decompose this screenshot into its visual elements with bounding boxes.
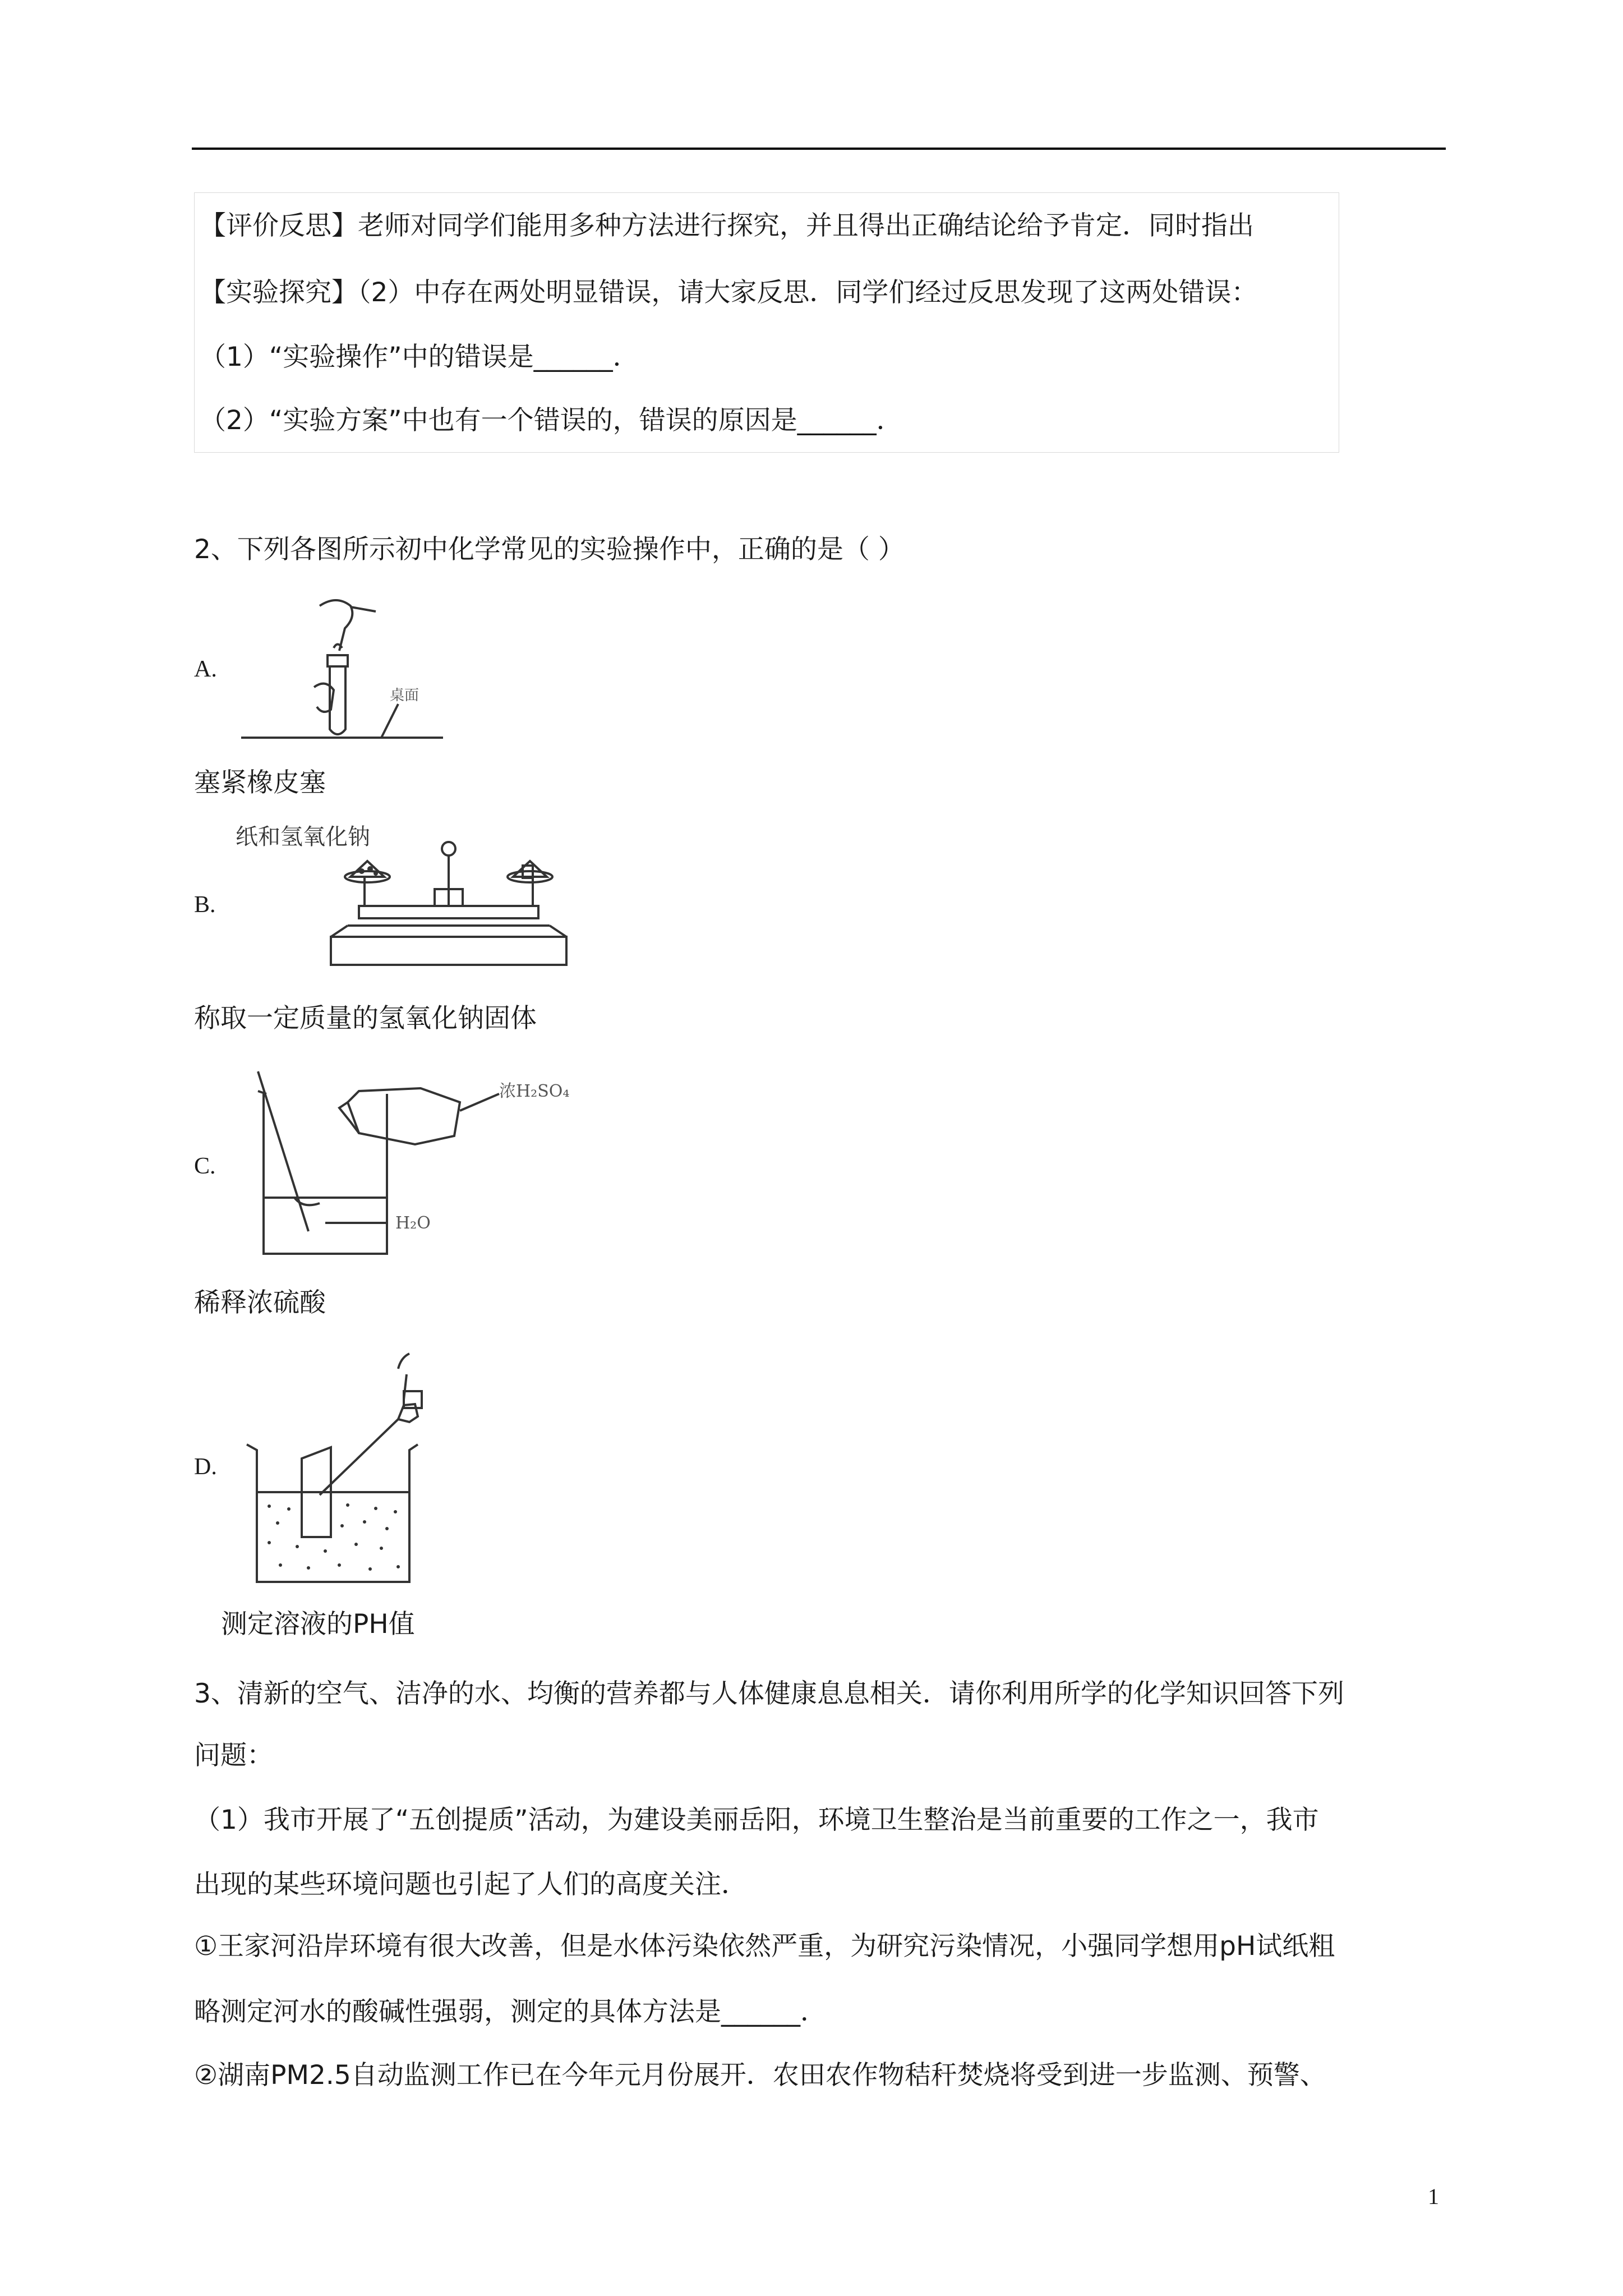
option-a-figure	[236, 595, 449, 746]
q3-line-2: 问题：	[194, 1740, 273, 1771]
page-number: 1	[1428, 2184, 1439, 2209]
q3-line-7: ②湖南PM2.5自动监测工作已在今年元月份展开．农田农作物秸秆焚烧将受到进一步监测、预警、	[194, 2060, 1326, 2091]
option-a-caption: 塞紧橡皮塞	[194, 767, 326, 798]
review-line-2: 【实验探究】（2）中存在两处明显错误，请大家反思．同学们经过反思发现了这两处错误：	[200, 277, 1258, 308]
option-c-figure-label-bottom: H₂O	[395, 1213, 431, 1233]
option-c-caption: 稀释浓硫酸	[194, 1287, 326, 1318]
option-c-figure	[236, 1069, 594, 1271]
review-line-4: （2）“实验方案”中也有一个错误的，错误的原因是______．	[200, 405, 903, 436]
option-d-caption: 测定溶液的PH值	[221, 1609, 415, 1640]
option-c-letter: C.	[194, 1153, 216, 1179]
q3-line-4: 出现的某些环境问题也引起了人们的高度关注．	[194, 1869, 748, 1900]
option-a-figure-label: 桌面	[390, 687, 419, 704]
review-line-1: 【评价反思】老师对同学们能用多种方法进行探究，并且得出正确结论给予肯定．同时指出	[200, 210, 1254, 241]
option-b-figure	[236, 822, 594, 979]
option-b-letter: B.	[194, 892, 216, 918]
option-a-letter: A.	[194, 656, 217, 682]
header-rule	[192, 148, 1446, 150]
option-b-figure-label: 纸和氢氧化钠	[236, 824, 370, 850]
q3-line-1: 3、清新的空气、洁净的水、均衡的营养都与人体健康息息相关．请你利用所学的化学知识回答下列	[194, 1678, 1344, 1709]
q2-stem: 2、下列各图所示初中化学常见的实验操作中，正确的是（ ）	[194, 534, 905, 565]
option-c-figure-label-top: 浓H₂SO₄	[499, 1082, 570, 1101]
option-b-caption: 称取一定质量的氢氧化钠固体	[194, 1003, 537, 1034]
q3-line-5: ①王家河沿岸环境有很大改善，但是水体污染依然严重，为研究污染情况，小强同学想用pH试纸粗	[194, 1931, 1335, 1962]
option-d-figure	[236, 1343, 449, 1590]
review-line-3: （1）“实验操作”中的错误是______．	[200, 342, 639, 372]
q3-line-3: （1）我市开展了“五创提质”活动，为建设美丽岳阳，环境卫生整治是当前重要的工作之一，我市	[194, 1805, 1319, 1835]
q3-line-6: 略测定河水的酸碱性强弱，测定的具体方法是______．	[194, 1996, 827, 2027]
option-d-letter: D.	[194, 1454, 217, 1480]
